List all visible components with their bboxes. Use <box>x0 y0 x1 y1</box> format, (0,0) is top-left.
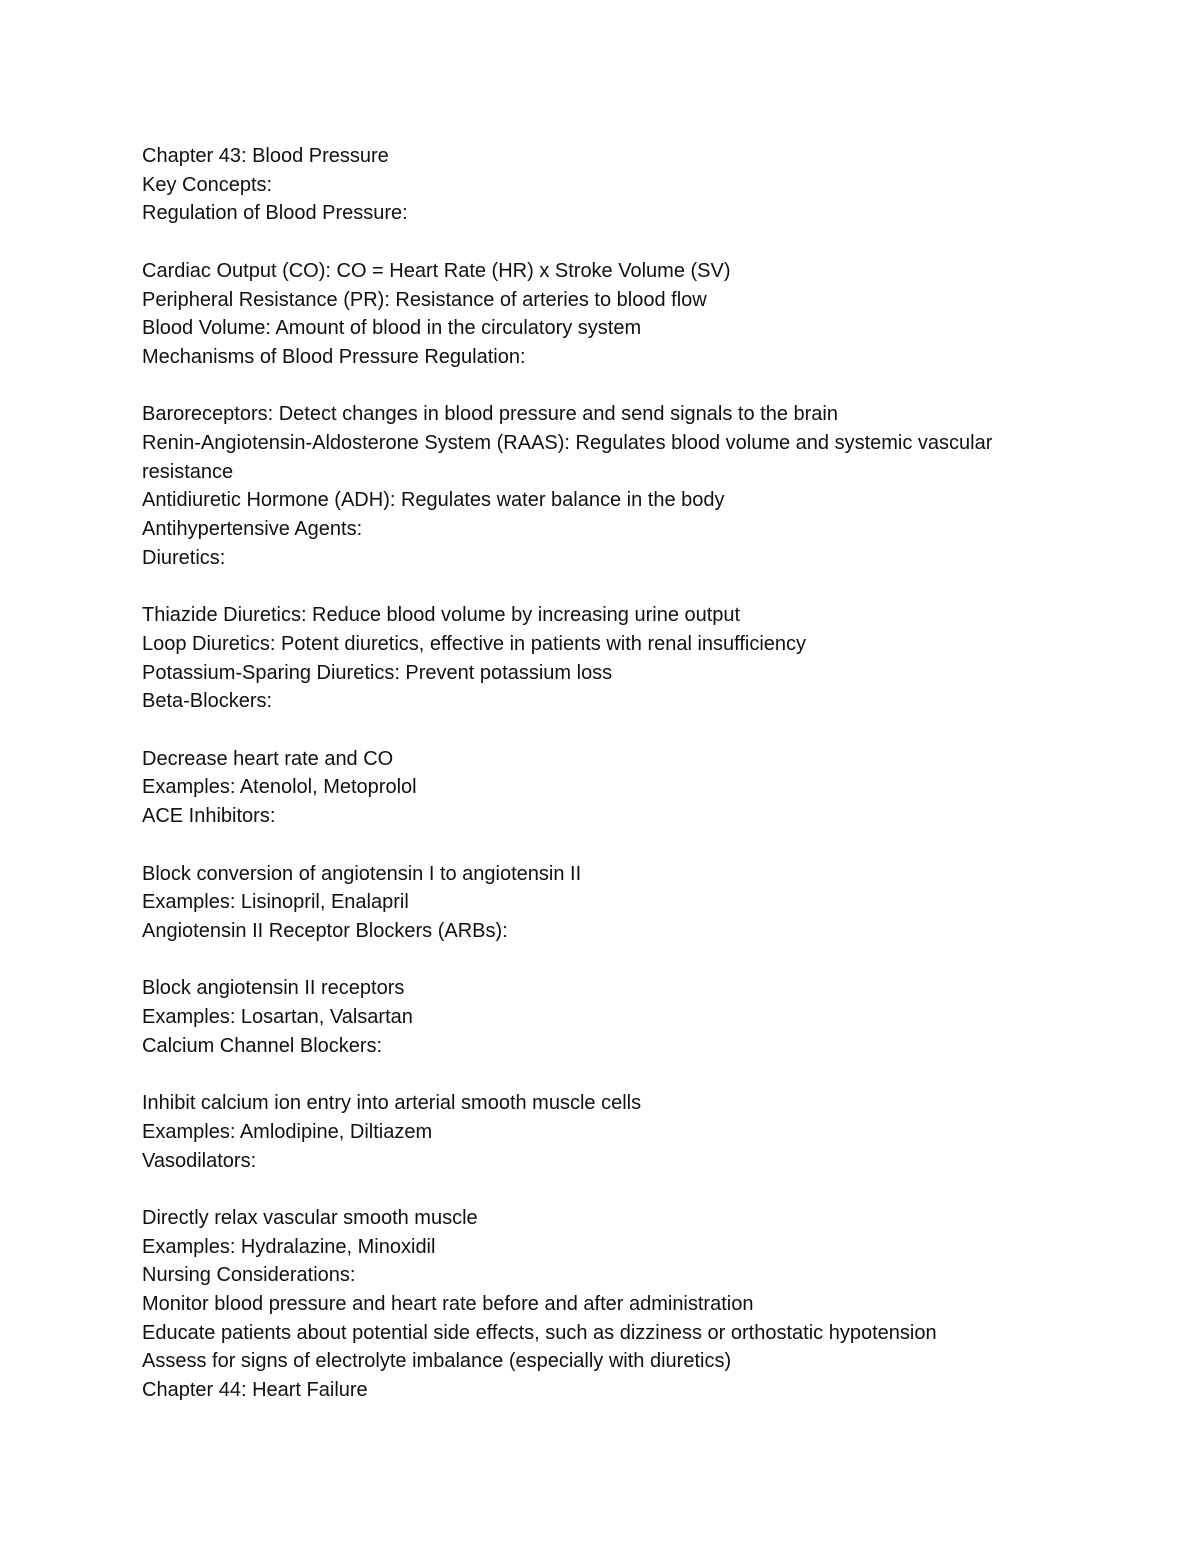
blank-line <box>142 372 1062 401</box>
text-line: Monitor blood pressure and heart rate before and after administration <box>142 1293 754 1315</box>
text-line: Block angiotensin II receptors <box>142 977 405 1000</box>
text-line: Thiazide Diuretics: Reduce blood volume by increasing urine output <box>142 604 741 627</box>
text-line: Examples: Lisinopril, Enalapril <box>142 891 409 914</box>
section-heading: Diuretics: <box>142 546 226 569</box>
section-heading: Mechanisms of Blood Pressure Regulation: <box>142 345 526 368</box>
section-heading: Nursing Considerations: <box>142 1264 356 1287</box>
blank-line <box>142 573 1062 602</box>
blank-line <box>142 946 1062 975</box>
text-line: Peripheral Resistance (PR): Resistance of arteries to blood flow <box>142 288 707 311</box>
text-line: Decrease heart rate and CO <box>142 747 394 770</box>
section-heading: Vasodilators: <box>142 1149 257 1172</box>
text-line: Potassium-Sparing Diuretics: Prevent potassium loss <box>142 661 613 684</box>
text-line: Examples: Losartan, Valsartan <box>142 1006 413 1028</box>
section-heading: Antihypertensive Agents: <box>142 518 363 541</box>
blank-line <box>142 716 1062 745</box>
blank-line <box>142 831 1062 860</box>
text-line: Inhibit calcium ion entry into arterial smooth muscle cells <box>142 1092 642 1115</box>
text-line: Educate patients about potential side effects, such as dizziness or orthostatic hypotension <box>142 1321 937 1344</box>
text-line: Loop Diuretics: Potent diuretics, effective in patients with renal insufficiency <box>142 632 807 655</box>
blank-line <box>142 1060 1062 1089</box>
blank-line <box>142 228 1062 257</box>
text-line: Examples: Atenolol, Metoprolol <box>142 776 417 799</box>
text-line: Renin-Angiotensin-Aldosterone System (RAAS): Regulates blood volume and systemic vascular resistance <box>142 432 993 483</box>
text-line: Block conversion of angiotensin I to angiotensin II <box>142 862 582 885</box>
text-line: Antidiuretic Hormone (ADH): Regulates water balance in the body <box>142 489 725 512</box>
section-heading: ACE Inhibitors: <box>142 805 276 828</box>
text-line: Examples: Amlodipine, Diltiazem <box>142 1120 433 1143</box>
text-line: Assess for signs of electrolyte imbalance (especially with diuretics) <box>142 1350 732 1373</box>
blank-line <box>142 1175 1062 1204</box>
section-heading: Calcium Channel Blockers: <box>142 1034 383 1057</box>
text-line: Baroreceptors: Detect changes in blood pressure and send signals to the brain <box>142 403 838 426</box>
text-line: Cardiac Output (CO): CO = Heart Rate (HR) x Stroke Volume (SV) <box>142 259 731 282</box>
text-line: Directly relax vascular smooth muscle <box>142 1206 478 1229</box>
chapter-heading: Chapter 44: Heart Failure <box>142 1379 368 1402</box>
chapter-heading: Chapter 43: Blood Pressure <box>142 145 389 167</box>
text-line: Examples: Hydralazine, Minoxidil <box>142 1235 436 1258</box>
text-line: Blood Volume: Amount of blood in the circulatory system <box>142 317 642 340</box>
section-heading: Regulation of Blood Pressure: <box>142 202 408 225</box>
section-heading: Key Concepts: <box>142 173 273 196</box>
section-heading: Angiotensin II Receptor Blockers (ARBs): <box>142 919 508 942</box>
section-heading: Beta-Blockers: <box>142 690 273 713</box>
document-body <box>142 142 1062 1405</box>
